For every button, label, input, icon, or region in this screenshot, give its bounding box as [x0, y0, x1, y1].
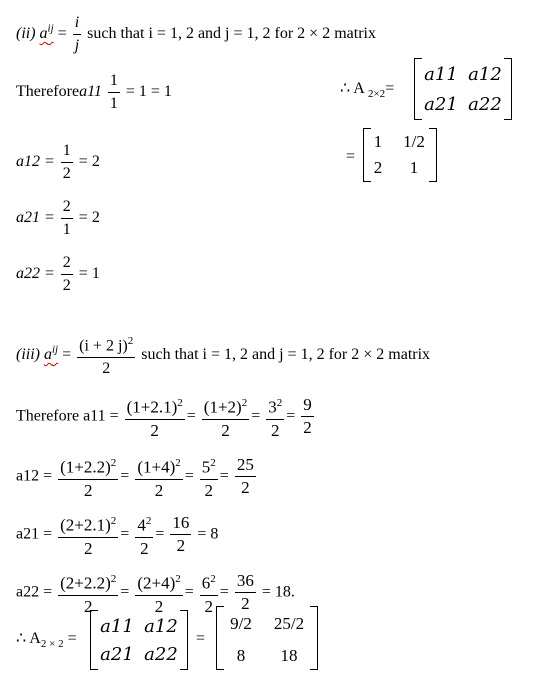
matrix-cell: 1 — [409, 158, 419, 177]
a22-fraction: $\frac{2}{2}$ — [62, 254, 71, 294]
matrix-cell: 18 — [280, 646, 298, 665]
final-matrix-label: ∴ $A_{2 \times 2}$ = — [16, 630, 77, 651]
a11-line: Thereforea11 $\frac{1}{1}$ = 1 = 1 — [16, 70, 172, 115]
aij-symbol: $a^{ij}$ — [39, 22, 54, 43]
matrix-cell: a12 — [468, 64, 502, 85]
matrix-cell: a11 — [424, 64, 458, 85]
part-ii-label: (ii) — [16, 25, 36, 43]
a11-fraction: $\frac{1}{1}$ — [109, 72, 118, 112]
a12-line: a12 = $\frac{1}{2}$ = 2 — [16, 140, 100, 185]
matrix-cell: a12 — [144, 616, 178, 637]
aij-symbol: $a^{ij}$ — [44, 343, 59, 363]
i-over-j-fraction: $\frac{i}{j}$ — [74, 14, 80, 54]
matrix-cell: a22 — [144, 644, 178, 665]
matrix-cell: 2 — [373, 158, 383, 177]
equals: = — [57, 25, 67, 43]
iii-a12-row: a12 = $\frac{(1+2.2)^2}{2}$ = $\frac{(1+4)^2}{2}$ = $\frac{5^2}{2}$ = $\frac{25}{2}$ — [16, 452, 258, 502]
part-iii-label: (iii) — [16, 345, 40, 363]
matrix-cell: 1 — [373, 132, 383, 151]
matrix-cell: a21 — [424, 94, 458, 115]
a21-line: a21 = $\frac{2}{1}$ = 2 — [16, 196, 100, 241]
iii-a11-row: Therefore a11 = $\frac{(1+2.1)^2}{2}$ = $\frac{(1+2)^2}{2}$ = $\frac{3^2}{2}$ = $\frac{9}{2}$ — [16, 392, 316, 442]
iii-a22-row: a22 = $\frac{(2+2.2)^2}{2}$ = $\frac{(2+4)^2}{2}$ = $\frac{6^2}{2}$ = $\frac{36}{2}$ = 18. — [16, 568, 295, 618]
numeric-matrix — [363, 128, 437, 182]
equals-2: = — [346, 148, 356, 165]
matrix-cell: a11 — [100, 616, 134, 637]
final-numeric-matrix — [216, 606, 318, 670]
matrix-cell: 8 — [236, 646, 246, 665]
part-ii-heading — [16, 12, 376, 57]
iii-a21-row: a21 = $\frac{(2+2.1)^2}{2}$ = $\frac{4^2}{2}$ = $\frac{16}{2}$ = 8 — [16, 510, 218, 560]
matrix-cell: 25/2 — [273, 614, 305, 633]
symbolic-matrix — [414, 58, 512, 120]
matrix-cell: 1/2 — [403, 132, 425, 151]
general-term-fraction: $\frac{(i + 2 j)^2}{2}$ — [77, 330, 135, 380]
matrix-cell: a22 — [468, 94, 502, 115]
part-iii-heading: (iii) $a^{ij}$ = $\frac{(i + 2 j)^2}{2}$ such that i = 1, 2 and j = 1, 2 for 2 × 2 matrix — [16, 330, 430, 380]
condition-text: such that i = 1, 2 and j = 1, 2 for 2 × 2 matrix — [87, 25, 376, 43]
a12-fraction: $\frac{1}{2}$ — [62, 142, 71, 182]
final-equals: = — [196, 630, 206, 647]
matrix-a-label: ∴ A $_{2\times 2}$= — [340, 80, 395, 101]
final-symbolic-matrix — [90, 610, 188, 670]
a22-line: a22 = $\frac{2}{2}$ = 1 — [16, 252, 100, 297]
matrix-cell: a21 — [100, 644, 134, 665]
matrix-cell: 9/2 — [230, 614, 252, 633]
condition-text: such that i = 1, 2 and j = 1, 2 for 2 × 2 matrix — [141, 345, 431, 363]
a21-fraction: $\frac{2}{1}$ — [62, 198, 71, 238]
